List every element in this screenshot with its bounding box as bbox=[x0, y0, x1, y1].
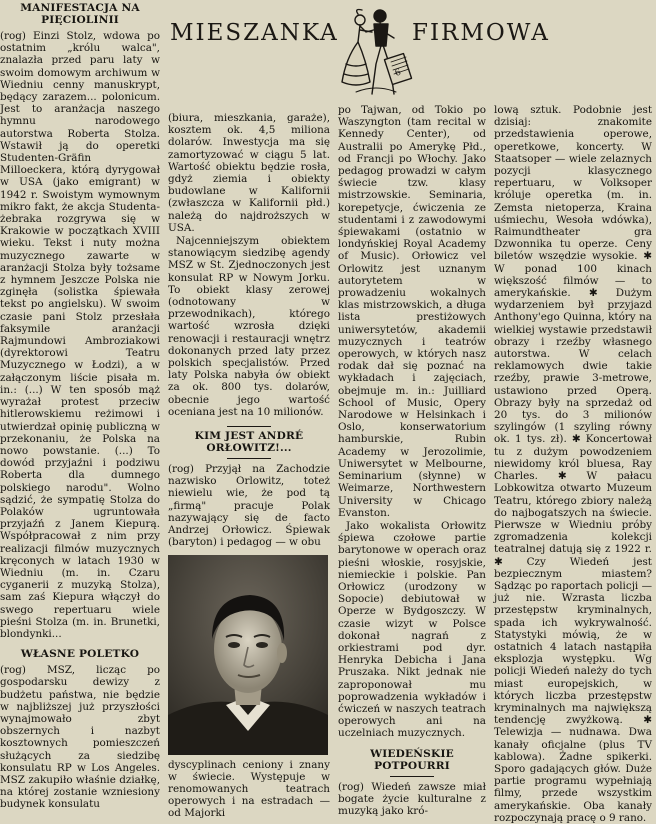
masthead-title-right: FIRMOWA bbox=[412, 20, 550, 46]
article-paragraph: po Tajwan, od Tokio po Waszyngton (tam recital w Kennedy Center), od Australii po Amerykę Płd., od Francji po Włochy. Jako pedagog prowadzi w całym świecie tzw. klasy mistrzowskie. Seminaria, korepetycje, ćwiczenia ze studentami i z zawodowymi śpiewakami (ostatnio w londyńskiej Royal Academy of Music). Orłowicz vel Orlowitz jest uznanym autorytetem w prowadzeniu wokalnych klas mistrzowskich, a długa lista prestiżowych uniwersytetów, akademii muzycznych i teatrów operowych, w których nasz rodak dał się poznać na wykładach i zajęciach, obejmuje m. in.: Juilliard School of Music, Opery Narodowe w Helsinkach i Oslo, konserwatorium hamburskie, Rubin Academy w Jerozolimie, Uniwersytet w Melbourne, Seminarium (słynne) w Weimarze, Northwestern University w Chicago Evanston. bbox=[338, 104, 486, 519]
svg-text:6: 6 bbox=[393, 67, 403, 79]
masthead-spacer bbox=[338, 0, 486, 104]
article-paragraph: dyscyplinach ceniony i znany w świecie. Występuje w renomowanych teatrach operowych i na estradach — od Majorki bbox=[168, 758, 330, 820]
column-4 bbox=[494, 0, 652, 824]
column-1 bbox=[0, 0, 160, 811]
article-headline-wiedenskie-potpourri: WIEDEŃSKIE POTPOURRI bbox=[370, 747, 454, 772]
article-paragraph: (rog) MSZ, licząc po gospodarsku dewizy z budżetu państwa, nie będzie w najbliższej już przyszłości wynajmowało zbyt obszernych i nazbyt kosztownych pomieszczeń służących za siedzibę konsulatu RP w Los Angeles. MSZ zakupiło właśnie działkę, na której zostanie wzniesiony budynek konsulatu bbox=[0, 664, 160, 811]
article-paragraph: (rog) Wiedeń zawsze miał bogate życie kulturalne z muzyką jako kró- bbox=[338, 780, 486, 817]
article-paragraph: lową sztuk. Podobnie jest dzisiaj: znakomite przedstawienia operowe, operetkowe, koncerty. W Staatsoper — wiele zelaznych pozycji klasycznego repertuaru, w Volksoper króluje operetka (m. in. Zemsta nietoperza, Kraina uśmiechu, Wesoła wdówka), Raimundtheater gra Dzwonnika tu operze. Ceny biletów wszędzie wysokie. ✱ W ponad 100 kinach większość filmów — to amerykańskie. ✱ Dużym wydarzeniem był przyjazd Anthony'ego Quinna, który na wielkiej wystawie przedstawił obrazy i rzeźby własnego autorstwa. W celach reklamowych dwie takie rzeźby, prawie 3-metrowe, ustawiono przed Operą. Obrazy były na sprzedaż od 20 tys. do 3 milionów szylingów (1 szyling równy ok. 1 tys. zł). ✱ Koncertował tu z dużym powodzeniem niewidomy król bluesa, Ray Charles. ✱ W pałacu Lobkowitza otwarto Muzeum Teatru, którego zbiory należą do najbogatszych na świecie. Pierwsze w Wiedniu próby zgromadzenia kolekcji teatralnej datują się z 1922 r. ✱ Czy Wiedeń jest bezpiecznym miastem? Sądząc po raportach policji — już nie. Wzrasta liczba przestępstw kryminalnych, spada ich wykrywalność. Statystyki mówią, że w ostatnich 4 latach nastąpiła eksplozja występku. Wg policji Wiedeń należy do tych miast europejskich, w których liczba przestępstw kryminalnych ma największą tendencję zwyżkową. ✱ Telewizja — nudnawa. Dwa kanały oficjalne (plus TV kablowa). Żadne spikerki. Sporo gadających głów. Duże partie programu wypełniają filmy, przede wszystkim amerykańskie. Oba kanały rozpoczynają pracę o 9 rano. bbox=[494, 104, 652, 824]
headline-wrap bbox=[0, 2, 160, 26]
divider-rule bbox=[227, 458, 271, 459]
portrait-photo bbox=[168, 555, 328, 755]
article-headline-orlowitz: KIM JEST ANDRÉ ORŁOWITZ!... bbox=[194, 430, 304, 455]
article-paragraph: Jako wokalista Orłowitz śpiewa czołowe partie barytonowe w operach oraz pieśni włoskie, rosyjskie, niemieckie i polskie. Pan Orłowicz (urodzony w Sopocie) debiutował w Operze w Bydgoszczy. W czasie wizyt w Polsce dokonał nagrań z orkiestrami pod dyr. Henryka Debicha i Jana Pruszaka. Nikt jednak nie zaproponował mu poprowadzenia wykładów i ćwiczeń w naszych teatrach operowych ani na uczelniach muzycznych. bbox=[338, 519, 486, 740]
masthead-title-left: MIESZANKA bbox=[170, 20, 339, 46]
masthead-spacer bbox=[494, 0, 652, 104]
article-paragraph: (biura, mieszkania, garaże), kosztem ok. 4,5 miliona dolarów. Inwestycja ma się zamortyzować w ciągu 5 lat. Wartość obiektu będzie rosła, gdyż ziemia i obiekty budowlane w Kalifornii (zwłaszcza w Kalifornii płd.) należą do najdroższych w USA. bbox=[168, 112, 330, 234]
article-headline-wlasne-poletko: WŁASNE POLETKO bbox=[20, 648, 140, 661]
headline-wrap bbox=[0, 648, 160, 660]
headline-wrap bbox=[338, 748, 486, 777]
column-3 bbox=[338, 0, 486, 817]
article-paragraph: (rog) Einzi Stolz, wdowa po ostatnim „królu walca", znalazła przed paru laty w swoim domowym archiwum w Wiedniu cenny manuskrypt, będący zarazem... polonicum. Jest to aranżacja naszego hymnu narodowego autorstwa Roberta Stolza. Wstawił ją do operetki Studenten-Gräfin Milloeckera, którą dyrygował w USA (jako emigrant) w 1942 r. Swoistym wymownym mikro fakt, że akcja Studenta-żebraka rozgrywa się w Krakowie w początkach XVIII wieku. Tekst i nuty można muzycznego zawarte w aranżacji Stolza były tożsame z hymnem Jeszcze Polska nie zginęła (solistka śpiewała tekst po angielsku). W swoim czasie pani Stolz przesłała faksymile aranżacji Rajmundowi Ambroziakowi (dyrektorowi Teatru Muzycznego w Łodzi), a w załączonym liście pisała m. in.: (...) W ten sposób mąż wyrażał protest przeciw hitlerowskiemu reżimowi i utwierdzał opinię publiczną w przekonaniu, że Polska na nowo powstanie. (...) To dowód przyjaźni i podziwu Roberta dla dumnego polskiego narodu". Wolno sądzić, że sympatię Stolza do Polaków ugruntowała przyjaźń z Janem Kiepurą. Współpracował z nim przy realizacji filmów muzycznych kręconych w latach 1930 w Wiedniu (m. in. Czaru cyganerii z muzyką Stolza), sam zaś Kiepura włączył do swego repertuaru wiele pieśni Stolza (m. in. Brunetki, blondynki... bbox=[0, 30, 160, 640]
masthead-spacer bbox=[168, 0, 330, 112]
column-2 bbox=[168, 0, 330, 820]
headline-wrap bbox=[168, 426, 330, 459]
article-paragraph: Najcenniejszym obiektem stanowiącym siedzibę agendy MSZ w St. Zjednoczonych jest konsulat RP w Nowym Jorku. To obiekt klasy zerowej (odnotowany w przewodnikach), którego wartość wzrosła dzięki renowacji i restauracji wnętrz dokonanych przed laty przez polskich specjalistów. Przed laty Polska nabyła ów obiekt za ok. 800 tys. dolarów, obecnie jego wartość oceniana jest na 10 milionów. bbox=[168, 235, 330, 418]
man-portrait-image bbox=[168, 555, 328, 755]
divider-rule bbox=[390, 776, 434, 777]
article-paragraph: (rog) Przyjął na Zachodzie nazwisko Orlowitz, toteż niewielu wie, że pod tą „firmą" pracuje Polak nazywający się de facto Andrzej Orłowicz. Śpiewak (baryton) i pedagog — w obu bbox=[168, 463, 330, 549]
divider-rule bbox=[227, 426, 271, 427]
article-headline-manifestacja: MANIFESTACJA NA PIĘCIOLINII bbox=[20, 2, 140, 26]
